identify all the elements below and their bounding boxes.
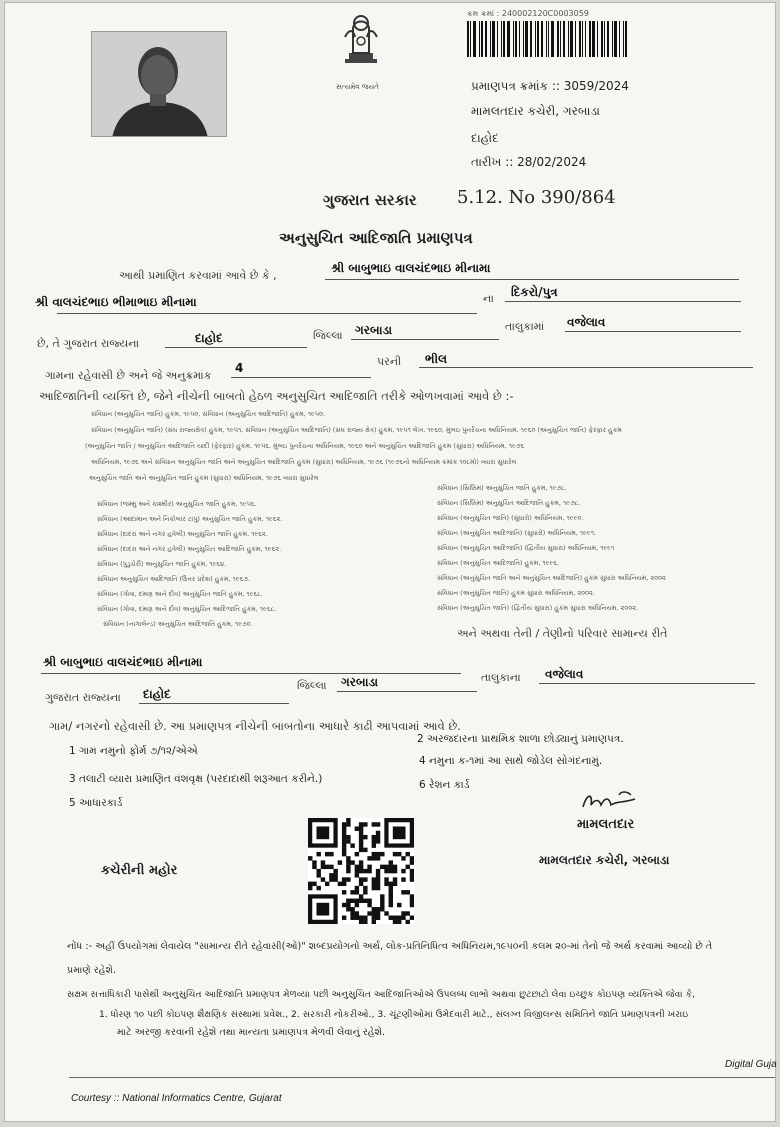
relation-line [505, 301, 741, 302]
fine-print-left-7: સંવિધાન (ગોવા, દમણ અને દીવ) અનુસુચિત જાતિ હુકમ, ૧૯૬૮. [97, 590, 263, 598]
government-heading: ગુજરાત સરકાર [323, 191, 417, 209]
par-label: પરની [377, 355, 402, 368]
fine-print-left-4: સંવિધાન (દાદરા અને નગર હવેલી) અનુસુચિત આદિજાતિ હુકમ, ૧૯૬૨. [97, 545, 282, 553]
issue-date [471, 155, 586, 170]
applicant-name-line [325, 279, 739, 280]
applicant-photo [91, 31, 227, 137]
issuing-office: મામલતદાર કચેરી, ગરબાડા [471, 104, 600, 118]
document-item-1: 1 ગામ નમુનો ફોર્મ ૭/૧૨/એએ [69, 745, 198, 757]
certificate-title: અનુસુચિત આદિજાતિ પ્રમાણપત્ર [279, 229, 473, 247]
signature-scribble [579, 789, 639, 819]
certificate-number-label: પ્રમાણપત્ર ક્રમાંક [471, 79, 549, 93]
document-item-3: 3 તલાટી વ્યારા પ્રમાણિત વંશવૃક્ષ (પરદાદાથી શરૂઆત કરીને.) [69, 773, 323, 785]
fine-print-top-2: સંવિધાન (અનુસુચિત જાતિ) (સંઘ રાજ્યક્ષેત્ર) હુકમ, ૧૯૫૧, સંવિધાન (અનુસુચિત આદિજાતિ) (સંઘ રાજ્ય ક્ષેત્ર) હુકમ, ૧૯૫૧ લેખ, ૧૯૬૦, મુંબઇ પુનર્રચના અધિનિયમ, ૧૯૬૦ (અનુસુચિત જાતિ) ફેરફાર હુકમ [91, 426, 622, 434]
fine-print-right-8: સંવિધાન (અનુસુચિત જાતિ) હુકમ સુધારા અધિનિયમ, ૨૦૦૨. [437, 589, 595, 597]
note-line-3: સક્ષમ સત્તાધિકારી પાસેથી અનુસુચિત આદિજાતિ પ્રમાણપત્ર મેળવ્યા પછી અનુસુચિત આદિજાતિઓએ ઉપલબ્ધ લાભો અથવા છુટછાટો લેવા ઇચ્છુક કોઇપણ વ્યક્તિએ જેવા કે, [67, 989, 695, 1000]
fine-print-left-1: સંવિધાન (જમ્મુ અને કાશ્મીર) અનુસુચિત જાતિ હુકમ, ૧૯૫૬. [97, 500, 257, 508]
issue-date-value: 28/02/2024 [517, 155, 587, 169]
resident-label: ગામના રહેવાસી છે અને જે અનુક્રમાંક [45, 369, 212, 382]
family-district-line [139, 703, 289, 704]
issuing-district: દાહોદ [471, 131, 499, 145]
fine-print-top-5: અનુસુચિત જાતિ અને અનુસુચિત જાતિ હુકમ (સુધારા) અધિનિયમ, ૧૯૭૬ વ્યારા સુધારેલ [89, 474, 319, 482]
parent-name: શ્રી વાલચંદભાઇ ભીમાભાઇ મીનામા [35, 295, 197, 309]
qr-code [308, 818, 414, 924]
document-item-2: 2 અરજદારના પ્રાથમિક શાળા છોડ્યાનું પ્રમાણપત્ર. [417, 733, 624, 745]
fine-print-right-1: સંવિધાન (સિક્કિમ) અનુસુચિત જાતિ હુકમ, ૧૯૭૮. [437, 484, 567, 492]
district-value: દાહોદ [195, 331, 223, 345]
fine-print-right-2: સંવિધાન (સિક્કિમ) અનુસુચિત આદિજાતિ હુકમ, ૧૯૭૮. [437, 499, 581, 507]
office-seal-label: કચેરીની મહોર [101, 863, 178, 878]
certificate-number [471, 79, 629, 94]
village-value: વજેલાવ [567, 315, 606, 329]
na-label: ના [483, 292, 494, 305]
serial-number: ક્રમ ક્રમાં : 240002120C0003059 [467, 9, 589, 18]
family-and-line: અને અથવા તેની / તેણીનો પરિવાર સામાન્ય રીતે [457, 627, 668, 640]
fine-print-right-7: સંવિધાન (અનુસુચિત જાતિ અને અનુસુચિત આદિજાતિ) હુકમ સુધારા અધિનિયમ, ૨૦૦૨ [437, 574, 666, 582]
family-village-value: વજેલાવ [545, 667, 584, 681]
family-name-line [41, 673, 461, 674]
fine-print-left-3: સંવિધાન (દાદરા અને નગર હવેલી) અનુસુચિત જાતિ હુકમ, ૧૯૬૨. [97, 530, 268, 538]
taluka-value: ગરબાડા [355, 323, 393, 337]
intro-text: આથી પ્રમાણિત કરવામાં આવે છે કે , [119, 269, 277, 282]
fine-print-right-6: સંવિધાન (અનુસુચિત આદિજાતિ) હુકમ, ૧૯૯૬. [437, 559, 560, 567]
jilla-label: જિલ્લા [313, 329, 343, 342]
village-line [565, 331, 741, 332]
certificate-number-value: :: 3059/2024 [551, 79, 629, 93]
family-taluka-label: તાલુકાના [481, 671, 521, 684]
certificate-sheet [4, 2, 776, 1122]
document-item-4: 4 નમુના ક-૧માં આ સાથે જોડેલ સોગંદનામું. [419, 755, 603, 767]
note-line-4: 1. ધોરણ ૧૦ પછી કોઇપણ શૈક્ષણિક સંસ્થામાં પ્રવેશ., 2. સરકારી નોકરીઓ., 3. ચૂંટણીઓમાં ઉમેદવારી માટે., સંલગ્ન વિજીલન્સ સમિતિને જાતિ પ્રમાણપત્રની ખરાઇ [99, 1009, 689, 1020]
family-state-label: ગુજરાત રાજ્યના [45, 691, 121, 704]
barcode [467, 21, 635, 57]
taluka-label: તાલુકામાં [505, 320, 545, 333]
recognized-line: આદિજાતિની વ્યક્તિ છે, જેને નીચેની બાબતો હેઠળ અનુસુચિત આદિજાતિ તરીકે ઓળખવામાં આવે છે :- [39, 389, 514, 403]
family-village-line [539, 683, 755, 684]
basis-line: ગામ/ નગરનો રહેવાસી છે. આ પ્રમાણપત્ર નીચેની બાબતોના આધારે કાઢી આપવામાં આવે છે. [49, 719, 461, 733]
fine-print-left-2: સંવિધાન (આંદામાન અને નિકોબાર ટાપુ) અનુસુચિત જાતિ હુકમ, ૧૯૬૨. [97, 515, 283, 523]
family-jilla-line [337, 691, 477, 692]
fine-print-left-5: સંવિધાન (પુડુચેરી) અનુસુચિત જાતિ હુકમ, ૧૯૬૪. [97, 560, 227, 568]
document-item-5: 5 આધારકાર્ડ [69, 797, 123, 809]
state-label: છે, તે ગુજરાત રાજ્યના [37, 337, 140, 350]
relation-value: દિકરો/પુત્ર [511, 285, 558, 299]
family-jilla-label: જિલ્લા [297, 679, 327, 692]
fine-print-right-3: સંવિધાન (અનુસુચિત જાતિ) (સુધારો) અધિનિયમ, ૧૯૯૦. [437, 514, 584, 522]
fine-print-top-3: (અનુસુચિત જાતિ / અનુસુચિત આદિજાતિ યાદી (ફેરફાર) હુકમ, ૧૯૫૬, મુંબઇ પુનર્રચના અધિનિયમ, ૧૯૬૦ અને અનુસુચિત આદિજાતિ હુકમ (સુધારા) અધિનિયમ, ૧૯૭૬ [85, 442, 525, 450]
tribe-line [419, 367, 753, 368]
note-line-2: પ્રમાણે રહેશે. [67, 965, 116, 976]
emblem-motto: સત્યમેવ જયતે [336, 83, 379, 91]
parent-name-line [57, 313, 477, 314]
family-jilla-value: ગરબાડા [341, 675, 379, 689]
fine-print-right-5: સંવિધાન (અનુસુચિત આદિજાતિ) (દ્વિતીય સુધારા) અધિનિયમ, ૧૯૯૧ [437, 544, 615, 552]
fine-print-top-4: અધિનિયમ, ૧૯૭૬ અને સંવિધાન અનુસુચિત જાતિ અને અનુસુચિત આદિજાતિ હુકમ (સુધારા) અધિનિયમ, ૧૯૭૬ (૧૯૭૬નો અધિનિયમ ક્રમાંક ૧૦૮મો) વ્યારા સુધારેલ [91, 458, 517, 466]
courtesy-line: Courtesy :: National Informatics Centre, Gujarat [71, 1093, 282, 1104]
tribe-value: ભીલ [425, 352, 448, 366]
digital-gujarat-mark: Digital Guja [725, 1059, 777, 1070]
issue-date-label: તારીખ :: [471, 155, 514, 169]
document-item-6: 6 રેશન કાર્ડ [419, 779, 470, 791]
state-emblem-icon [331, 7, 391, 87]
fine-print-right-4: સંવિધાન (અનુસુચિત આદિજાતિ) (સુધારો) અધિનિયમ, ૧૯૯૧. [437, 529, 597, 537]
family-district-value: દાહોદ [143, 687, 171, 701]
fine-print-right-9: સંવિધાન (અનુસુચિત જાતિ) (દ્વિતીય સુધારા) હુકમ સુધારા અધિનિયમ, ૨૦૦૨. [437, 604, 639, 612]
signatory-office: મામલતદાર કચેરી, ગરબાડા [539, 853, 670, 867]
serial-value: 4 [235, 361, 244, 375]
fine-print-top-1: સંવિધાન (અનુસુચિત જાતિ) હુકમ, ૧૯૫૦, સંવિધાન (અનુસુચિત આદિજાતિ) હુકમ, ૧૯૫૦. [91, 410, 326, 418]
fine-print-left-8: સંવિધાન (ગોવા, દમણ અને દીવ) અનુસુચિત આદિજાતિ હુકમ, ૧૯૬૮. [97, 605, 277, 613]
family-name: શ્રી બાબુભાઇ વાલચંદભાઇ મીનામા [43, 655, 203, 669]
serial-line [231, 377, 371, 378]
signatory-title: મામલતદાર [577, 817, 635, 832]
taluka-line [351, 339, 499, 340]
note-line-5: માટે અરજી કરવાની રહેશે તથા માન્યતા પ્રમાણપત્ર મેળવી લેવાનું રહેશે. [117, 1027, 386, 1038]
footer-divider [69, 1077, 775, 1078]
fine-print-left-6: સંવિધાન અનુસુચિત આદિજાતિ (ઉત્તર પ્રદેશ) હુકમ, ૧૯૬૭. [97, 575, 250, 583]
applicant-name: શ્રી બાબુભાઇ વાલચંદભાઇ મીનામા [331, 261, 491, 275]
handwritten-reference: 5.12. No 390/864 [457, 187, 616, 208]
district-line [165, 347, 307, 348]
fine-print-left-9: સંવિધાન (નાગાલેન્ડ) અનુસુચિત આદિજાતિ હુકમ, ૧૯૭૦. [103, 620, 253, 628]
note-line-1: નોંધ :- અહીં ઉપયોગમાં લેવાયેલ "સામાન્ય રીતે રહેવાસી(ઓ)" શબ્દપ્રયોગનો અર્થ, લોક-પ્રતિનિધિત્વ અધિનિયમ,૧૯૫૦ની કલમ ૨૦-માં તેનો જે અર્થ કરવામાં આવ્યો છે તે [67, 941, 713, 952]
